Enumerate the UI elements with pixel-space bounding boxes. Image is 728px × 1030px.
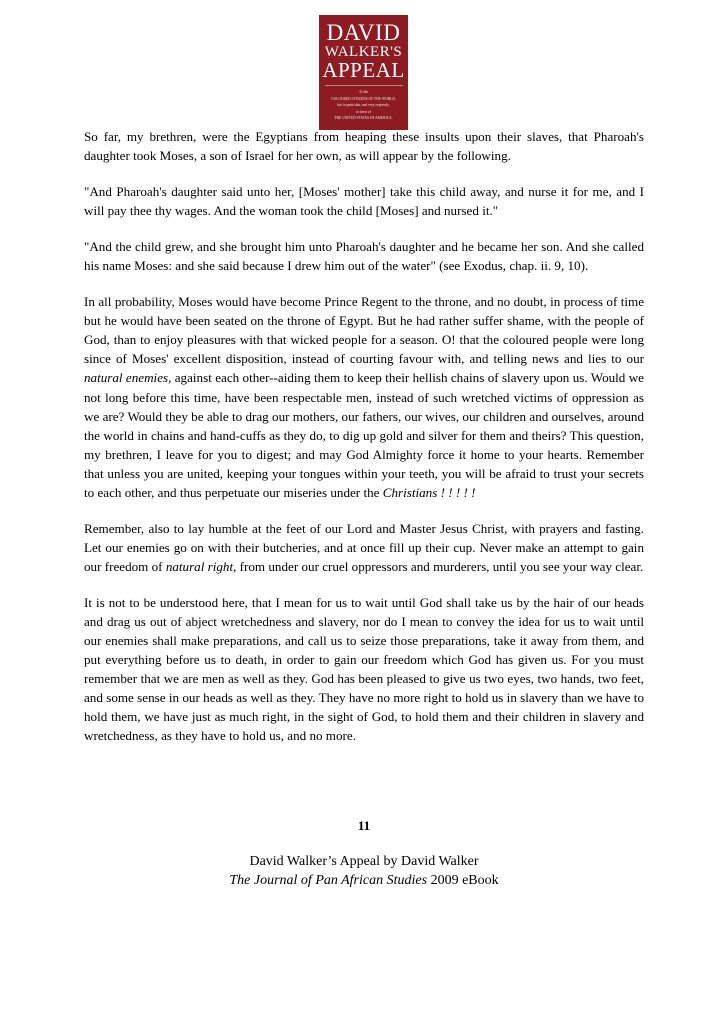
cover-divider <box>325 85 403 86</box>
paragraph <box>84 237 644 275</box>
cover-title-appeal: APPEAL <box>322 58 405 82</box>
paragraph <box>84 292 644 502</box>
cover-title-david: DAVID <box>326 20 401 45</box>
footer-journal-suffix: 2009 eBook <box>427 873 499 888</box>
cover-subtitle-line: THE UNITED STATES OF AMERICA. <box>334 116 393 121</box>
italic-text: natural enemies, <box>84 370 172 386</box>
paragraph <box>84 127 644 165</box>
cover-subtitle-line: but in particular, and very expressly, <box>337 103 390 108</box>
cover-title-walkers: WALKER'S <box>324 44 403 60</box>
text-run: against each other--aiding them to keep their hellish chains of slavery upon us. Would we not long before this time, have been respectable men, instead of such wretched victims of oppression as we are? Would they be able to drag our mothers, our fathers, our wives, our children and ourselves, around the world in chains and hand-cuffs as they do, to dig up gold and silver for them and theirs? This question, my brethren, I leave for you to digest; and may God Almighty force it home to your hearts. Remember that unless you are united, keeping your tongues within your teeth, you will be afraid to trust your secrets to each other, and thus perpetuate our miseries under the <box>84 370 644 500</box>
footer-book-credit: David Walker’s Appeal by David Walker <box>249 854 479 869</box>
cover-subtitle-line: To the <box>358 90 369 94</box>
italic-text: natural right, <box>165 558 237 574</box>
paragraph <box>84 182 644 220</box>
paragraph <box>84 593 644 745</box>
cover-subtitle-line: to those of <box>355 109 372 114</box>
text-run: "And the child grew, and she brought him unto Pharoah's daughter and he became her son. And she called his name Moses: and she said because I drew him out of the water" (see Exodus, chap. ii. 9, 10). <box>84 239 644 274</box>
body-text <box>84 127 644 762</box>
text-run: In all probability, Moses would have become Prince Regent to the throne, and no doubt, in process of time but he would have been seated on the throne of Egypt. But he had rather suffer shame, with the people of God, than to enjoy pleasures with that wicked people for a season. O! that the coloured people were long since of Moses' excellent disposition, instead of courting favour with, and telling news and lies to our <box>84 294 644 367</box>
cover-subtitle-line: COLOURED CITIZENS OF THE WORLD, <box>331 96 396 101</box>
text-run: "And Pharoah's daughter said unto her, [Moses' mother] take this child away, and nurse it for me, and I will pay thee thy wages. And the woman took the child [Moses] and nursed it." <box>84 184 644 219</box>
footer-journal-line <box>0 871 728 890</box>
page-number: 11 <box>357 818 371 833</box>
paragraph <box>84 519 644 576</box>
text-run: Remember, also to lay humble at the feet of our Lord and Master Jesus Christ, with prayers and fasting. Let our enemies go on with their butcheries, and at once fill up their cup. Never make an attempt to gain our freedom of <box>84 520 644 574</box>
text-run: from under our cruel oppressors and murderers, until you see your way clear. <box>236 558 644 574</box>
footer-journal-title: The Journal of Pan African Studies <box>229 873 428 888</box>
book-cover-image <box>319 15 408 130</box>
text-run: It is not to be understood here, that I mean for us to wait until God shall take us by the hair of our heads and drag us out of abject wretchedness and slavery, nor do I mean to convey the idea for us to wait until our enemies shall make preparations, and call us to seize those preparations, take it away from them, and put everything before us to death, in order to gain our freedom which God has given us. For you must remember that we are men as well as they. God has been pleased to give us two eyes, two hands, two feet, and some sense in our heads as well as they. They have no more right to hold us in slavery than we have to hold them, we have just as much right, in the sight of God, to hold them and their children in slavery and wretchedness, as they have to hold us, and no more. <box>84 594 644 744</box>
italic-text: Christians ! ! ! ! ! <box>382 484 476 500</box>
footer <box>0 852 728 890</box>
text-run: So far, my brethren, were the Egyptians from heaping these insults upon their slaves, that Pharoah's daughter took Moses, a son of Israel for her own, as will appear by the following. <box>84 129 644 164</box>
